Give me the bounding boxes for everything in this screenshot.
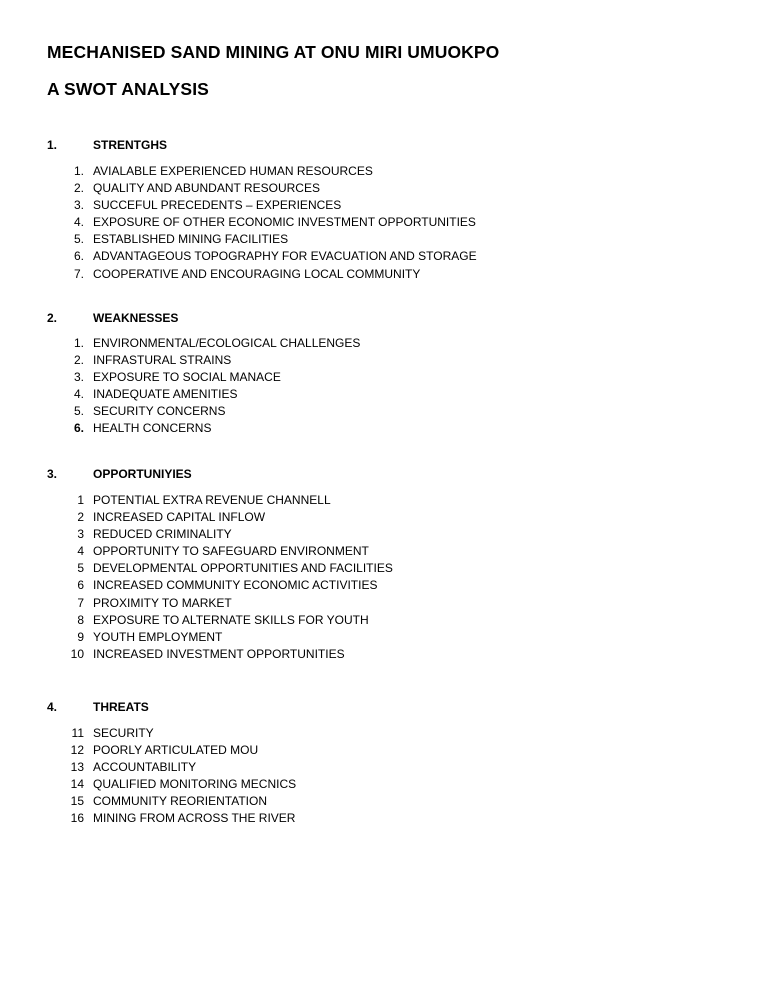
item-number: 15 bbox=[70, 794, 84, 809]
opportunities-list bbox=[0, 492, 768, 663]
item-number: 3 bbox=[77, 527, 84, 542]
section-number: 2. bbox=[47, 311, 58, 325]
item-text: QUALIFIED MONITORING MECNICS bbox=[93, 777, 297, 792]
item-text: DEVELOPMENTAL OPPORTUNITIES AND FACILITIES bbox=[93, 561, 393, 576]
list-item bbox=[0, 369, 768, 386]
list-item bbox=[0, 163, 768, 180]
item-number: 2. bbox=[73, 181, 84, 196]
item-text: INFRASTURAL STRAINS bbox=[93, 353, 232, 368]
item-number: 3. bbox=[73, 198, 84, 213]
section-number: 4. bbox=[47, 700, 58, 714]
list-item bbox=[0, 248, 768, 265]
item-number: 10 bbox=[70, 646, 84, 661]
item-number: 2. bbox=[73, 353, 84, 368]
section-heading-opportunities bbox=[0, 467, 768, 485]
item-number: 8 bbox=[77, 612, 84, 627]
section-heading-threats bbox=[0, 700, 768, 718]
item-text: ESTABLISHED MINING FACILITIES bbox=[93, 232, 289, 247]
item-text: INCREASED CAPITAL INFLOW bbox=[93, 510, 266, 525]
list-item bbox=[0, 420, 768, 437]
list-item bbox=[0, 759, 768, 776]
list-item bbox=[0, 386, 768, 403]
item-text: SECURITY CONCERNS bbox=[93, 404, 226, 419]
item-text: EXPOSURE TO ALTERNATE SKILLS FOR YOUTH bbox=[93, 612, 369, 627]
list-item bbox=[0, 197, 768, 214]
item-text: MINING FROM ACROSS THE RIVER bbox=[93, 811, 296, 826]
item-text: SECURITY bbox=[93, 726, 154, 740]
item-text: ACCOUNTABILITY bbox=[93, 760, 197, 775]
item-text: EXPOSURE OF OTHER ECONOMIC INVESTMENT OPPORTUNITIES bbox=[93, 215, 476, 230]
document-subtitle: A SWOT ANALYSIS bbox=[47, 79, 209, 99]
item-text: POTENTIAL EXTRA REVENUE CHANNELL bbox=[93, 493, 331, 507]
item-number: 5. bbox=[73, 404, 84, 419]
section-title: THREATS bbox=[93, 700, 149, 714]
item-number: 9 bbox=[77, 629, 84, 644]
list-item bbox=[0, 352, 768, 369]
item-text: COMMUNITY REORIENTATION bbox=[93, 794, 267, 809]
section-title: OPPORTUNIYIES bbox=[93, 467, 192, 481]
section-number: 3. bbox=[47, 467, 58, 481]
list-item bbox=[0, 810, 768, 827]
threats-list bbox=[0, 725, 768, 828]
list-item bbox=[0, 509, 768, 526]
list-item bbox=[0, 214, 768, 231]
item-number: 5 bbox=[77, 561, 84, 576]
item-number: 4. bbox=[73, 387, 84, 402]
item-number: 4. bbox=[73, 215, 84, 230]
item-number: 2 bbox=[77, 510, 84, 525]
item-number: 6. bbox=[73, 421, 84, 436]
section-heading-strengths bbox=[0, 138, 768, 156]
item-number: 7 bbox=[77, 595, 84, 610]
list-item bbox=[0, 595, 768, 612]
list-item bbox=[0, 793, 768, 810]
list-item bbox=[0, 180, 768, 197]
document-title: MECHANISED SAND MINING AT ONU MIRI UMUOKPO bbox=[47, 42, 500, 62]
item-number: 4 bbox=[77, 544, 84, 559]
item-number: 11 bbox=[71, 726, 84, 740]
item-text: INCREASED COMMUNITY ECONOMIC ACTIVITIES bbox=[93, 578, 378, 593]
item-text: COOPERATIVE AND ENCOURAGING LOCAL COMMUNITY bbox=[93, 266, 421, 281]
item-text: POORLY ARTICULATED MOU bbox=[93, 743, 259, 758]
item-number: 6 bbox=[77, 578, 84, 593]
list-item bbox=[0, 543, 768, 560]
item-text: QUALITY AND ABUNDANT RESOURCES bbox=[93, 181, 320, 196]
list-item bbox=[0, 612, 768, 629]
item-text: HEALTH CONCERNS bbox=[93, 421, 212, 436]
item-number: 1 bbox=[77, 493, 84, 507]
item-text: EXPOSURE TO SOCIAL MANACE bbox=[93, 370, 281, 385]
list-item bbox=[0, 577, 768, 594]
list-item bbox=[0, 266, 768, 283]
item-text: OPPORTUNITY TO SAFEGUARD ENVIRONMENT bbox=[93, 544, 369, 559]
item-number: 14 bbox=[70, 777, 84, 792]
section-heading-weaknesses bbox=[0, 311, 768, 329]
list-item bbox=[0, 231, 768, 248]
weaknesses-list bbox=[0, 335, 768, 438]
item-text: INADEQUATE AMENITIES bbox=[93, 387, 238, 402]
item-text: AVIALABLE EXPERIENCED HUMAN RESOURCES bbox=[93, 164, 373, 178]
list-item bbox=[0, 629, 768, 646]
item-number: 6. bbox=[73, 249, 84, 264]
list-item bbox=[0, 646, 768, 663]
list-item bbox=[0, 335, 768, 352]
item-number: 1. bbox=[73, 164, 84, 178]
list-item bbox=[0, 526, 768, 543]
item-number: 3. bbox=[73, 370, 84, 385]
item-text: PROXIMITY TO MARKET bbox=[93, 595, 232, 610]
list-item bbox=[0, 725, 768, 742]
list-item bbox=[0, 403, 768, 420]
item-text: SUCCEFUL PRECEDENTS – EXPERIENCES bbox=[93, 198, 342, 213]
list-item bbox=[0, 560, 768, 577]
list-item bbox=[0, 776, 768, 793]
item-text: YOUTH EMPLOYMENT bbox=[93, 629, 223, 644]
item-text: ENVIRONMENTAL/ECOLOGICAL CHALLENGES bbox=[93, 336, 361, 350]
list-item bbox=[0, 492, 768, 509]
item-number: 7. bbox=[73, 266, 84, 281]
list-item bbox=[0, 742, 768, 759]
item-number: 13 bbox=[70, 760, 84, 775]
item-number: 16 bbox=[70, 811, 84, 826]
section-title: STRENTGHS bbox=[93, 138, 168, 152]
item-number: 5. bbox=[73, 232, 84, 247]
strengths-list bbox=[0, 163, 768, 283]
item-number: 1. bbox=[73, 336, 84, 350]
section-title: WEAKNESSES bbox=[93, 311, 179, 325]
item-number: 12 bbox=[70, 743, 84, 758]
item-text: REDUCED CRIMINALITY bbox=[93, 527, 232, 542]
item-text: INCREASED INVESTMENT OPPORTUNITIES bbox=[93, 646, 345, 661]
item-text: ADVANTAGEOUS TOPOGRAPHY FOR EVACUATION AND STORAGE bbox=[93, 249, 477, 264]
section-number: 1. bbox=[47, 138, 58, 152]
